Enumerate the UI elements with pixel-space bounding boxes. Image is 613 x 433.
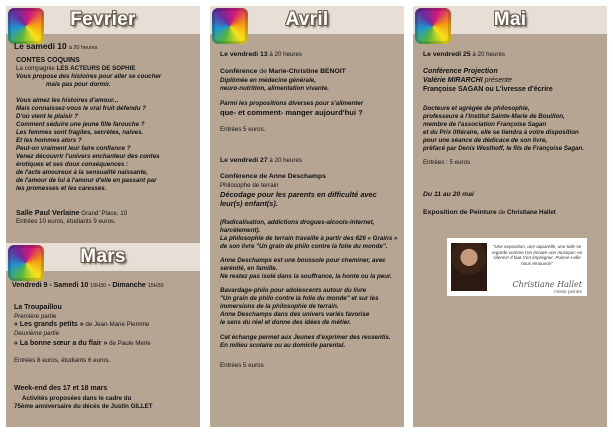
avril-event2-price: Entrées 5 euros	[220, 362, 264, 369]
mai-panel	[413, 6, 607, 427]
avril-event2-body: Ne restez pas isolé dans la souffrance, la honte ou la peur.	[220, 273, 392, 280]
mars-weekend-desc-1: Activités proposées dans le cadre du	[22, 395, 132, 402]
avril-event1-title: Conférence	[220, 68, 258, 75]
avril-event2-role: Philosophe de terrain	[220, 182, 279, 189]
artist-role: Artiste peintre	[553, 289, 582, 294]
avril-event2-body: "Un grain de philo contre la folie du monde" et sur les	[220, 295, 379, 302]
avril-event2-body: de son livre "Un grain de philo contre la folie du monde".	[220, 243, 388, 250]
february-march-panel	[6, 6, 200, 427]
mars-part-2: Deuxième partie	[14, 330, 60, 337]
fevrier-title: Fevrier	[70, 9, 136, 30]
avril-event2-subject: Décodage pour les parents en difficulté avec	[220, 190, 377, 199]
mai-event1-bio: membre de l'association Françoise Sagan	[423, 121, 547, 128]
fevrier-tagline-2: mais pas pour dormir.	[46, 81, 111, 88]
mars-prices: Entrées 8 euros, étudiants 6 euros.	[14, 357, 111, 364]
avril-event1-cred: neuro-nutrition, alimentation vivante.	[220, 85, 329, 92]
avril-event2-date: Le vendredi 27	[220, 157, 268, 164]
avril-event2-body: le sens du réel et donne des idées de métier.	[220, 319, 352, 326]
avril-title: Avril	[285, 9, 329, 30]
mai-event1-presents: présente	[484, 77, 512, 84]
mars-header	[6, 243, 200, 271]
avril-event1-speaker: Marie-Christine BENOIT	[268, 68, 346, 75]
fevrier-venue: Salle Paul Verlaine	[16, 208, 80, 217]
mai-event1-price: Entrées : 5 euros	[423, 159, 471, 166]
fevrier-header	[6, 6, 200, 34]
artist-signature: Christiane Hallet	[512, 280, 582, 289]
avril-event1-time: à 20 heures	[269, 51, 303, 58]
avril-event2-body: En milieu scolaire ou au domicile parental.	[220, 342, 346, 349]
fevrier-body-line: érotiques et ses doux conséquences :	[16, 161, 129, 168]
mai-event1-bio: et du Prix littéraire, elle se tiendra à votre disposition	[423, 129, 579, 136]
avril-event2-title: Conférence de Anne Deschamps	[220, 173, 326, 180]
mars-troupe: La Troupaillou	[14, 304, 62, 311]
mai-event1-date: Le vendredi 25	[423, 51, 471, 58]
artist-card	[447, 238, 587, 296]
mai-header	[413, 6, 607, 34]
fevrier-body-line: Peut-on vraiment leur faire confiance ?	[16, 145, 131, 152]
mars-play-1: « Les grands petits »	[14, 321, 84, 328]
fevrier-date-time: à 20 heures	[68, 45, 98, 51]
fevrier-body-line: Venez découvrir l'univers enchanteur des contes	[16, 153, 160, 160]
fevrier-show-title: CONTES COQUINS	[16, 57, 80, 64]
fevrier-body-line: de l'acte amoureux à la sensualité naissante,	[16, 169, 148, 176]
mai-event1-bio: pour une séance de dédicace de son livre,	[423, 137, 548, 144]
mars-dates-mid: - Dimanche	[108, 282, 146, 289]
mai-event1-kind: Conférence Projection	[423, 68, 498, 75]
mars-weekend: Week-end des 17 et 18 mars	[14, 385, 108, 392]
mars-play-2: « La bonne sœur a du flair »	[14, 340, 108, 347]
mai-event1-bio: professeure à l'Institut Sainte-Marie de Bouillon,	[423, 113, 565, 120]
avril-header	[210, 6, 404, 34]
fevrier-company-prefix: La compagnie	[16, 65, 55, 72]
mars-play-1-author: de Jean-Marie Piemme	[85, 321, 150, 328]
avril-panel	[210, 6, 404, 427]
avril-event1-question: que- et comment- manger aujourd'hui ?	[220, 108, 363, 117]
fevrier-tagline-1: Vous propose des histoires pour aller se coucher	[16, 73, 162, 80]
mai-event1-subject-b: ou L'ivresse d'écrire	[485, 86, 553, 93]
fevrier-body-line: de l'amour de lui à l'amour d'elle en passant par	[16, 177, 157, 184]
mars-time-1: 19H30	[90, 283, 107, 289]
fevrier-date-label: Le samedi	[14, 41, 55, 51]
avril-event2-body: Anne Deschamps est une boussole pour cheminer, avec	[220, 257, 386, 264]
fevrier-body-line: D'où vient le plaisir ?	[16, 113, 78, 120]
mai-title: Mai	[493, 9, 527, 30]
fevrier-date-num: 10	[57, 41, 67, 51]
avril-event2-body: Anne Deschamps dans des univers variés favorise	[220, 311, 370, 318]
fevrier-body-line: Comment séduire une jeune fille farouche ?	[16, 121, 145, 128]
mai-expo-title: Exposition de Peinture	[423, 209, 497, 216]
fevrier-body-line: Vous aimez les histoires d'amour...	[16, 97, 119, 104]
fevrier-company-name: LES ACTEURS DE SOPHIE	[56, 65, 136, 72]
avril-event1-de: de	[259, 68, 267, 75]
mai-expo-dates: Du 11 au 20 mai	[423, 191, 474, 198]
avril-event1-cred: Diplômée en médecine générale,	[220, 77, 316, 84]
avril-event2-body: La philosophie de terrain travaille à partir des 626 « Grains »	[220, 235, 398, 242]
mai-event1-subject-a: Françoise SAGAN	[423, 86, 484, 93]
avril-event2-body: sérénité, en famille.	[220, 265, 278, 272]
avril-event2-time: à 20 heures	[269, 157, 303, 164]
avril-event2-body: (Radicalisation, addictions drogues-alcools-internet,	[220, 219, 375, 226]
avril-event2-body: Bavardage-philo pour adolescents autour du livre	[220, 287, 367, 294]
fevrier-body-line: les promesses et les caresses.	[16, 185, 107, 192]
fevrier-body-line: Et les hommes alors ?	[16, 137, 82, 144]
fevrier-body-line: Mais connaissez-vous le vrai fruit défendu ?	[16, 105, 146, 112]
artist-photo	[451, 243, 487, 291]
fevrier-prices: Entrées 10 euros, étudiants 9 euros.	[16, 218, 116, 225]
mai-expo-de: de	[498, 209, 506, 216]
avril-event2-body: harcèlement).	[220, 227, 261, 234]
mai-event1-speaker: Valérie MIRARCHI	[423, 77, 483, 84]
avril-event1-price: Entrées 5 euros.	[220, 126, 266, 133]
avril-event2-subject: leur(s) enfant(s).	[220, 199, 278, 208]
avril-event2-body: immersions de la philosophie de terrain.	[220, 303, 339, 310]
artist-quote: "Une exposition, une aquarelle, une toile se regarde comme l'on écoute une musique: en silence! Il faut s'en imprégner. Puisse-t-elle nous émouvoir"	[491, 244, 583, 266]
mai-event1-bio: Docteure et agrégée de philosophie,	[423, 105, 530, 112]
avril-event1-date: Le vendredi 13	[220, 51, 268, 58]
mai-expo-artist: Christiane Hallet	[507, 209, 556, 216]
mai-event1-bio: préfacé par Denis Westhoff, le fils de Françoise Sagan.	[423, 145, 585, 152]
avril-event1-blurb: Parmi les propositions diverses pour s'alimenter	[220, 100, 364, 107]
mars-title: Mars	[80, 246, 126, 267]
avril-event2-body: Cet échange permet aux Jeunes d'exprimer des ressentis.	[220, 334, 391, 341]
fevrier-body-line: Les femmes sont fragiles, secrètes, naïves.	[16, 129, 144, 136]
mars-weekend-desc-2: 75ème anniversaire du décès de Justin GILLET	[14, 403, 153, 410]
mars-dates: Vendredi 9 - Samedi 10	[12, 282, 89, 289]
mars-part-1: Première partie	[14, 313, 57, 320]
mars-play-2-author: de Paule Merle	[109, 340, 151, 347]
fevrier-venue-address: Grand' Place, 10	[81, 210, 128, 217]
mai-event1-time: à 20 heures	[472, 51, 506, 58]
mars-time-2: 15H30	[147, 283, 164, 289]
